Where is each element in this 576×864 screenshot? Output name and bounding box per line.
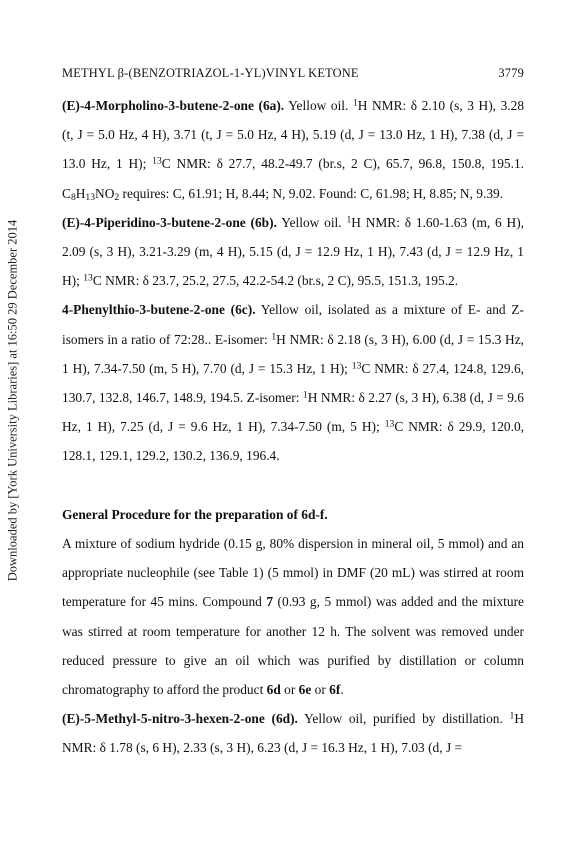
procedure-text: A mixture of sodium hydride (0.15 g, 80% dispersion in mineral oil, 5 mmol) and an appropriate nucleophile (see Table 1) (5 mmol) in DMF (20 mL) was stirred at room temperature for 45 mins. Compound (62, 536, 524, 610)
running-head (62, 66, 524, 86)
formula-subscript: 13 (85, 191, 96, 203)
isotope-superscript: 13 (351, 360, 362, 372)
isotope-superscript: 1 (352, 97, 358, 109)
formula-subscript: 2 (114, 191, 120, 203)
procedure-text: . (340, 682, 344, 698)
compound-6a-h-nmr: H NMR: δ 2.10 (s, 3 H), 3.28 (t, J = 5.0 Hz, 4 H), 3.71 (t, J = 5.0 Hz, 4 H), 5.19 (d, J = 13.0 Hz, 1 H), 7.38 (d, J = 13.0 Hz, 1 H); (62, 98, 525, 172)
compound-6a-name: (E)-4-Morpholino-3-butene-2-one (6a). (62, 98, 285, 113)
compound-6d-text: Yellow oil, purified by distillation. (297, 711, 510, 727)
compound-6c-h-nmr: H NMR: δ 2.18 (s, 3 H), 6.00 (d, J = 15.3 Hz, 1 H), 7.34-7.50 (m, 5 H), 7.70 (d, J = 15.3 Hz, 1 H); (62, 331, 524, 376)
compound-6a-paragraph (62, 91, 524, 208)
page-number: 3779 (498, 66, 524, 80)
compound-6c-z-c-nmr: C NMR: δ 29.9, 120.0, 128.1, 129.1, 129.2, 130.2, 136.9, 196.4. (62, 419, 525, 464)
compound-6d-paragraph (62, 704, 524, 762)
isotope-superscript: 13 (83, 272, 93, 284)
product-reference: 6e (298, 682, 312, 698)
formula-subscript: 8 (70, 191, 76, 203)
compound-reference: 7 (266, 594, 274, 610)
formula-element: H (75, 185, 86, 201)
section-spacer (62, 471, 524, 500)
procedure-heading: General Procedure for the preparation of 6d-f. (62, 506, 328, 522)
compound-6c-text: Yellow oil, isolated as a mixture of E- and Z-isomers in a ratio of 72:28.. E-isomer: (62, 302, 524, 347)
product-reference: 6f (329, 682, 341, 698)
compound-6c-z-h-nmr: H NMR: δ 2.27 (s, 3 H), 6.38 (d, J = 9.6 Hz, 1 H), 7.25 (d, J = 9.6 Hz, 1 H), 7.34-7.50 (m, 5 H); (62, 390, 525, 435)
compound-6b-paragraph (62, 208, 524, 296)
formula-element: NO (95, 185, 115, 201)
procedure-text: or (280, 682, 299, 698)
compound-6a-text: Yellow oil. (284, 98, 353, 113)
isotope-superscript: 13 (152, 156, 162, 168)
running-title: METHYL β-(BENZOTRIAZOL-1-YL)VINYL KETONE (62, 66, 359, 80)
compound-6d-name: (E)-5-Methyl-5-nitro-3-hexen-2-one (6d). (62, 711, 298, 727)
compound-6d-h-nmr: H NMR: δ 1.78 (s, 6 H), 2.33 (s, 3 H), 6.23 (d, J = 16.3 Hz, 1 H), 7.03 (d, J = (62, 711, 525, 756)
procedure-paragraph (62, 529, 524, 704)
procedure-heading-paragraph (62, 500, 524, 529)
compound-6b-c-nmr: C NMR: δ 23.7, 25.2, 27.5, 42.2-54.2 (br.s, 2 C), 95.5, 151.3, 195.2. (92, 273, 459, 289)
compound-6a-c-nmr: C NMR: δ 27.7, 48.2-49.7 (br.s, 2 C), 65.7, 96.8, 150.8, 195.1. C (62, 156, 524, 201)
product-reference: 6d (266, 682, 281, 698)
compound-6c-c-nmr: C NMR: δ 27.4, 124.8, 129.6, 130.7, 132.8, 146.7, 148.9, 194.5. Z-isomer: (62, 360, 524, 406)
procedure-text: (0.93 g, 5 mmol) was added and the mixture was stirred at room temperature for another 12 h. The solvent was removed under reduced pressure to give an oil which was purified by distillation or column chromatography to afford the product (62, 594, 524, 698)
page-body (62, 91, 524, 763)
compound-6c-paragraph (62, 295, 524, 470)
compound-6c-name: 4-Phenylthio-3-butene-2-one (6c). (62, 302, 256, 318)
isotope-superscript: 1 (302, 389, 308, 401)
procedure-text: or (311, 682, 330, 698)
isotope-superscript: 13 (384, 418, 395, 430)
compound-6a-analysis: requires: C, 61.91; H, 8.44; N, 9.02. Found: C, 61.98; H, 8.85; N, 9.39. (119, 185, 504, 201)
download-watermark (2, 160, 24, 640)
compound-6b-name: (E)-4-Piperidino-3-butene-2-one (6b). (62, 214, 277, 230)
isotope-superscript: 1 (271, 331, 277, 343)
compound-6b-h-nmr: H NMR: δ 1.60-1.63 (m, 6 H), 2.09 (s, 3 H), 3.21-3.29 (m, 4 H), 5.15 (d, J = 12.9 Hz, 1 H), 7.43 (d, J = 12.9 Hz, 1 H); (62, 214, 525, 289)
isotope-superscript: 1 (346, 214, 352, 226)
compound-6b-text: Yellow oil. (276, 214, 347, 230)
download-note-text: Downloaded by [York University Libraries] at 16:50 29 December 2014 (5, 219, 20, 581)
isotope-superscript: 1 (509, 710, 515, 722)
